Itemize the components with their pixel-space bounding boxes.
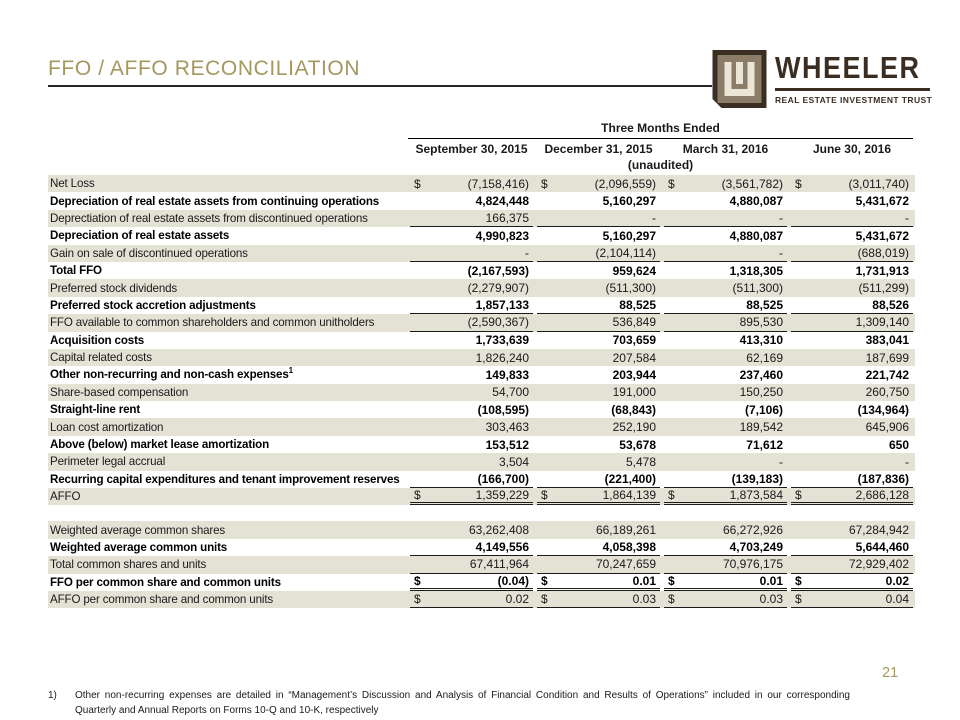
amount: 72,929,402 <box>848 557 909 572</box>
company-logo <box>712 50 933 108</box>
cell-value <box>662 314 789 331</box>
cell-value <box>535 210 662 227</box>
cell-value <box>535 401 662 418</box>
row-label: AFFO per common share and common units <box>48 591 408 608</box>
row-label: Gain on sale of discontinued operations <box>48 245 408 262</box>
cell-value <box>789 349 915 366</box>
amount: 5,478 <box>625 454 656 469</box>
table-row <box>48 314 915 331</box>
cell-value <box>408 262 535 279</box>
cell-value <box>535 556 662 573</box>
amount: (2,167,593) <box>467 263 529 278</box>
row-label: Capital related costs <box>48 349 408 366</box>
amount: 383,041 <box>865 333 909 348</box>
amount: 3,504 <box>498 454 529 469</box>
cell-value <box>662 384 789 401</box>
cell-value <box>789 591 915 608</box>
amount: (68,843) <box>611 402 656 417</box>
currency-symbol: $ <box>414 592 421 607</box>
row-label: Depreciation of real estate assets <box>50 229 230 243</box>
amount: 5,431,672 <box>855 194 909 209</box>
row-label: Straight-line rent <box>50 403 141 417</box>
cell-value <box>535 418 662 435</box>
cell-value <box>789 297 915 314</box>
cell-value <box>789 175 915 192</box>
amount: 650 <box>888 437 909 452</box>
row-label: FFO available to common shareholders and common unitholders <box>48 314 408 331</box>
amount: 5,160,297 <box>602 228 656 243</box>
cell-value <box>789 279 915 296</box>
cell-value <box>789 488 915 505</box>
amount: 4,880,087 <box>729 194 783 209</box>
amount: 5,160,297 <box>602 194 656 209</box>
amount: 189,542 <box>739 420 783 435</box>
row-label: Total FFO <box>50 264 102 278</box>
amount: (2,279,907) <box>467 281 529 296</box>
amount: 536,849 <box>612 315 656 330</box>
cell-value <box>789 314 915 331</box>
currency-symbol: $ <box>414 488 421 503</box>
cell-value <box>408 453 535 470</box>
cell-value <box>789 192 915 209</box>
table-row <box>48 556 915 573</box>
amount: 4,058,398 <box>602 540 656 554</box>
table-row <box>48 574 915 591</box>
cell-value <box>408 366 535 383</box>
cell-value <box>535 245 662 262</box>
currency-symbol: $ <box>541 573 548 588</box>
currency-symbol: $ <box>414 573 421 588</box>
cell-value <box>662 436 789 453</box>
ffo-affo-table <box>48 175 915 505</box>
amount: 70,976,175 <box>722 557 783 572</box>
row-label: Loan cost amortization <box>48 418 408 435</box>
cell-value <box>789 245 915 262</box>
cell-value <box>535 366 662 383</box>
cell-value <box>662 192 789 209</box>
footnote <box>48 689 850 718</box>
amount: (7,106) <box>744 402 783 417</box>
amount: - <box>779 454 783 469</box>
cell-value <box>535 175 662 192</box>
currency-symbol: $ <box>541 176 548 191</box>
currency-symbol: $ <box>795 176 802 191</box>
cell-value <box>535 521 662 538</box>
amount: (187,836) <box>857 471 909 486</box>
table-row <box>48 297 915 314</box>
amount: 4,149,556 <box>475 540 529 554</box>
logo-text-block <box>775 50 933 108</box>
column-header: September 30, 2015 <box>415 142 528 156</box>
amount: (511,299) <box>858 281 909 296</box>
table-row <box>48 175 915 192</box>
table-row <box>48 366 915 383</box>
amount: 237,460 <box>739 367 783 382</box>
amount: - <box>525 245 529 260</box>
row-label: Preferred stock dividends <box>48 279 408 296</box>
amount: 1,359,229 <box>475 488 529 503</box>
currency-symbol: $ <box>668 573 675 588</box>
cell-value <box>408 314 535 331</box>
amount: 0.02 <box>505 592 529 607</box>
amount: (511,300) <box>605 281 656 296</box>
amount: 1,864,139 <box>602 488 656 503</box>
cell-value <box>662 175 789 192</box>
amount: (0.04) <box>497 573 529 588</box>
row-label: Net Loss <box>48 175 408 192</box>
page-number: 21 <box>882 665 899 681</box>
amount: 88,525 <box>746 297 783 312</box>
column-header-spacer <box>48 139 408 159</box>
amount: (108,595) <box>477 402 529 417</box>
cell-value <box>789 366 915 383</box>
amount: 67,411,964 <box>469 557 529 572</box>
cell-value <box>662 227 789 244</box>
amount: 166,375 <box>485 210 529 225</box>
amount: (166,700) <box>477 471 529 486</box>
cell-value <box>662 488 789 505</box>
cell-value <box>662 453 789 470</box>
currency-symbol: $ <box>541 592 548 607</box>
amount: 1,731,913 <box>855 263 909 278</box>
amount: 70,247,659 <box>595 557 656 572</box>
cell-value <box>662 366 789 383</box>
amount: - <box>905 210 909 225</box>
amount: 4,990,823 <box>475 228 529 243</box>
amount: 0.01 <box>632 573 656 588</box>
table-row <box>48 418 915 435</box>
cell-value <box>789 227 915 244</box>
table-row <box>48 401 915 418</box>
amount: 1,826,240 <box>475 350 529 365</box>
cell-value <box>408 227 535 244</box>
amount: 1,857,133 <box>475 297 529 312</box>
cell-value <box>662 297 789 314</box>
cell-value <box>408 245 535 262</box>
cell-value <box>535 574 662 591</box>
cell-value <box>789 210 915 227</box>
footnote-reference: 1 <box>288 366 293 376</box>
row-label: Other non-recurring and non-cash expenses$^1$ <box>50 366 293 382</box>
amount: 0.04 <box>885 592 909 607</box>
amount: 5,644,460 <box>855 540 909 554</box>
page-title: FFO / AFFO RECONCILIATION <box>48 57 361 80</box>
amount: 413,310 <box>739 333 783 348</box>
amount: 252,190 <box>612 420 656 435</box>
logo-divider <box>775 88 930 91</box>
cell-value <box>535 332 662 349</box>
cell-value <box>408 384 535 401</box>
amount: - <box>652 210 656 225</box>
cell-value <box>535 262 662 279</box>
amount: 1,309,140 <box>855 315 909 330</box>
currency-symbol: $ <box>795 592 802 607</box>
table-column-headers <box>48 139 915 158</box>
amount: 63,262,408 <box>468 523 529 538</box>
cell-value <box>408 349 535 366</box>
table-row <box>48 245 915 262</box>
amount: (139,183) <box>731 471 783 486</box>
cell-value <box>662 349 789 366</box>
row-label: Perimeter legal accrual <box>48 453 408 470</box>
cell-value <box>408 488 535 505</box>
amount: (221,400) <box>604 471 656 486</box>
currency-symbol: $ <box>795 573 802 588</box>
cell-value <box>408 471 535 488</box>
cell-value <box>662 262 789 279</box>
cell-value <box>662 521 789 538</box>
amount: 959,624 <box>612 263 656 278</box>
amount: (2,096,559) <box>594 176 656 191</box>
cell-value <box>662 539 789 556</box>
table-row <box>48 384 915 401</box>
table-row <box>48 332 915 349</box>
amount: (2,590,367) <box>467 315 529 330</box>
cell-value <box>408 521 535 538</box>
amount: 260,750 <box>865 385 909 400</box>
cell-value <box>535 227 662 244</box>
cell-value <box>789 574 915 591</box>
cell-value <box>662 332 789 349</box>
currency-symbol: $ <box>541 488 548 503</box>
table-row <box>48 227 915 244</box>
currency-symbol: $ <box>668 592 675 607</box>
amount: 71,612 <box>746 437 783 452</box>
cell-value <box>408 436 535 453</box>
table-row <box>48 279 915 296</box>
amount: 0.01 <box>759 573 783 588</box>
amount: (2,104,114) <box>595 245 656 260</box>
amount: 54,700 <box>492 385 529 400</box>
amount: 53,678 <box>619 437 656 452</box>
logo-tagline: REAL ESTATE INVESTMENT TRUST <box>775 95 933 105</box>
cell-value <box>535 453 662 470</box>
amount: (688,019) <box>857 245 909 260</box>
table-row <box>48 262 915 279</box>
currency-symbol: $ <box>668 176 675 191</box>
cell-value <box>408 297 535 314</box>
column-header: December 31, 2015 <box>544 142 653 156</box>
currency-symbol: $ <box>414 176 421 191</box>
cell-value <box>535 488 662 505</box>
logo-brand-name: WHEELER <box>775 51 921 85</box>
cell-value <box>408 591 535 608</box>
amount: 62,169 <box>746 350 783 365</box>
per-share-table <box>48 521 915 608</box>
table-row <box>48 591 915 608</box>
amount: 88,525 <box>619 297 656 312</box>
table-row <box>48 349 915 366</box>
amount: (3,011,740) <box>848 176 909 191</box>
cell-value <box>408 539 535 556</box>
section-gap <box>48 505 915 521</box>
reconciliation-sheet <box>48 120 915 608</box>
row-label: Recurring capital expenditures and tenant improvement reserves <box>50 472 400 486</box>
amount: 1,318,305 <box>729 263 783 278</box>
cell-value <box>535 279 662 296</box>
row-label: Share-based compensation <box>48 384 408 401</box>
cell-value <box>789 384 915 401</box>
wheeler-monogram-icon <box>712 50 767 108</box>
amount: 187,699 <box>865 350 909 365</box>
cell-value <box>535 436 662 453</box>
amount: 703,659 <box>612 333 656 348</box>
amount: - <box>779 210 783 225</box>
table-row <box>48 488 915 505</box>
footnote-marker: 1) <box>48 690 57 701</box>
cell-value <box>408 192 535 209</box>
amount: 0.03 <box>759 592 783 607</box>
cell-value <box>662 471 789 488</box>
amount: 207,584 <box>612 350 656 365</box>
cell-value <box>662 279 789 296</box>
cell-value <box>662 556 789 573</box>
cell-value <box>535 297 662 314</box>
cell-value <box>789 471 915 488</box>
title-underline <box>48 85 712 87</box>
row-label: AFFO <box>48 488 408 505</box>
footnote-text: Other non-recurring expenses are detailed in “Management’s Discussion and Analysis of Financial Condition and Results of Operations” included in our corresponding Quarterly and Annual Reports on Forms 10-Q and 10-K, respectively <box>75 690 850 716</box>
table-row <box>48 471 915 488</box>
cell-value <box>789 539 915 556</box>
row-label: Acquisition costs <box>50 333 145 347</box>
cell-value <box>408 418 535 435</box>
cell-value <box>789 401 915 418</box>
amount: 67,284,942 <box>848 523 909 538</box>
cell-value <box>662 591 789 608</box>
amount: 153,512 <box>485 437 529 452</box>
cell-value <box>408 210 535 227</box>
cell-value <box>408 401 535 418</box>
table-row <box>48 210 915 227</box>
amount: 1,873,584 <box>729 488 783 503</box>
amount: 150,250 <box>739 385 783 400</box>
amount: 895,530 <box>739 315 783 330</box>
table-header-title: Three Months Ended <box>408 120 913 139</box>
amount: (7,158,416) <box>467 176 529 191</box>
amount: 645,906 <box>865 420 909 435</box>
currency-symbol: $ <box>668 488 675 503</box>
row-label: Depreciation of real estate assets from continuing operations <box>50 194 380 208</box>
amount: 203,944 <box>612 367 656 382</box>
table-row <box>48 192 915 209</box>
cell-value <box>789 556 915 573</box>
amount: 4,824,448 <box>475 194 529 209</box>
cell-value <box>789 453 915 470</box>
table-row <box>48 521 915 538</box>
cell-value <box>662 574 789 591</box>
cell-value <box>662 401 789 418</box>
cell-value <box>789 332 915 349</box>
amount: 4,703,249 <box>729 540 783 554</box>
row-label: Deprectiation of real estate assets from discontinued operations <box>48 210 408 227</box>
cell-value <box>535 192 662 209</box>
amount: 303,463 <box>485 420 529 435</box>
column-header: March 31, 2016 <box>682 142 769 156</box>
amount: 5,431,672 <box>855 228 909 243</box>
table-header-subtitle: (unaudited) <box>627 158 694 172</box>
table-row <box>48 453 915 470</box>
cell-value <box>662 418 789 435</box>
amount: 191,000 <box>612 385 656 400</box>
row-label: Weighted average common shares <box>48 521 408 538</box>
amount: 0.02 <box>885 573 909 588</box>
amount: 2,686,128 <box>855 488 909 503</box>
column-header: June 30, 2016 <box>812 142 892 156</box>
table-row <box>48 436 915 453</box>
cell-value <box>789 521 915 538</box>
cell-value <box>408 556 535 573</box>
amount: 88,526 <box>872 297 909 312</box>
cell-value <box>408 332 535 349</box>
cell-value <box>535 539 662 556</box>
cell-value <box>662 245 789 262</box>
amount: 221,742 <box>865 367 909 382</box>
amount: 66,272,926 <box>722 523 783 538</box>
cell-value <box>535 314 662 331</box>
cell-value <box>535 384 662 401</box>
amount: 66,189,261 <box>595 523 656 538</box>
row-label: Above (below) market lease amortization <box>50 438 269 452</box>
amount: (134,964) <box>857 402 909 417</box>
amount: 1,733,639 <box>475 333 529 348</box>
amount: 149,833 <box>485 367 529 382</box>
cell-value <box>662 210 789 227</box>
row-label: Preferred stock accretion adjustments <box>50 298 256 312</box>
cell-value <box>535 471 662 488</box>
currency-symbol: $ <box>795 488 802 503</box>
cell-value <box>535 349 662 366</box>
cell-value <box>535 591 662 608</box>
amount: 0.03 <box>632 592 656 607</box>
amount: 4,880,087 <box>729 228 783 243</box>
cell-value <box>789 436 915 453</box>
row-label: FFO per common share and common units <box>50 575 281 589</box>
row-label: Weighted average common units <box>50 541 228 554</box>
amount: - <box>779 245 783 260</box>
amount: (3,561,782) <box>721 176 783 191</box>
amount: (511,300) <box>732 281 783 296</box>
cell-value <box>408 279 535 296</box>
table-row <box>48 539 915 556</box>
cell-value <box>789 418 915 435</box>
row-label: Total common shares and units <box>48 556 408 573</box>
cell-value <box>789 262 915 279</box>
amount: - <box>905 454 909 469</box>
cell-value <box>408 175 535 192</box>
cell-value <box>408 574 535 591</box>
